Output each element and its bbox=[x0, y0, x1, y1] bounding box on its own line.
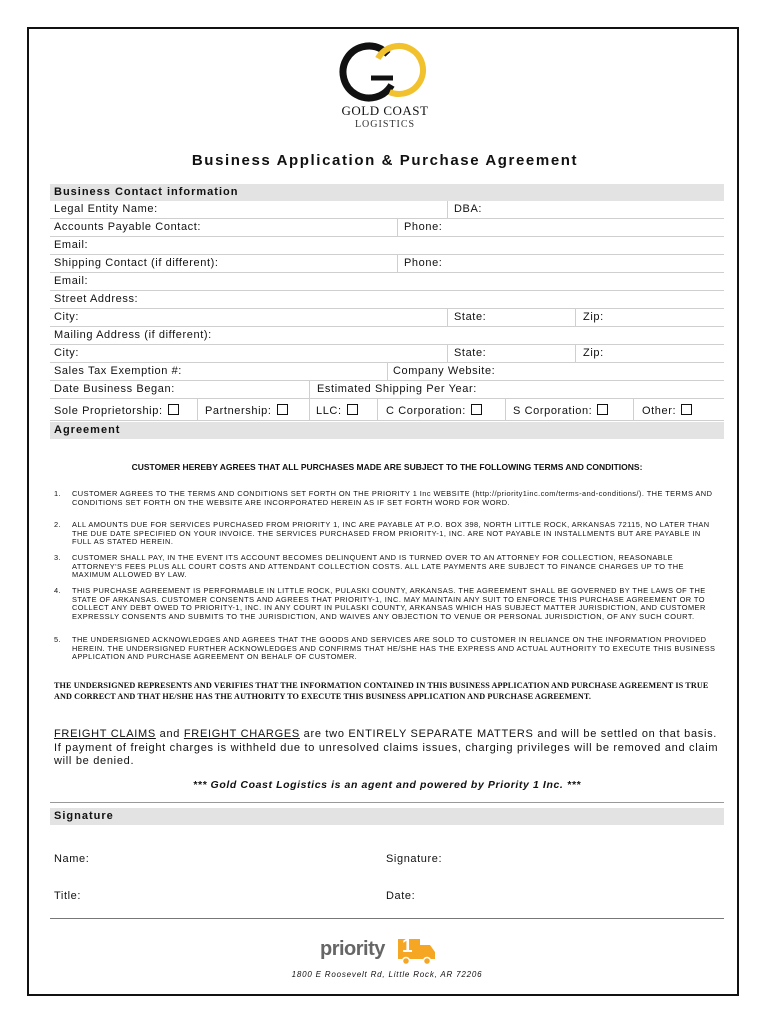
s-corp-checkbox[interactable] bbox=[597, 404, 608, 415]
city-field-1[interactable]: City: bbox=[54, 311, 79, 323]
state-field-1[interactable]: State: bbox=[454, 311, 487, 323]
term-2: 2. ALL AMOUNTS DUE FOR SERVICES PURCHASED FROM PRIORITY 1, INC ARE PAYABLE AT P.O. BOX 398, NORTH LITTLE ROCK, ARKANSAS 72115, NO LATER THAN THE DUE DATE SPECIFIED ON YOUR INVOICE. THE SERVICES PURCHASED FROM PRIORITY-1, INC. ARE NOT PAYABLE IN INSTALLMENTS BUT ARE PAYABLE IN FULL AS STATED HEREIN. bbox=[54, 520, 710, 547]
llc-checkbox[interactable] bbox=[347, 404, 358, 415]
mailing-address-field[interactable]: Mailing Address (if different): bbox=[54, 329, 212, 341]
footer-address: 1800 E Roosevelt Rd, Little Rock, AR 72206 bbox=[291, 970, 483, 979]
est-shipping-field[interactable]: Estimated Shipping Per Year: bbox=[317, 383, 477, 395]
agent-note: *** Gold Coast Logistics is an agent and powered by Priority 1 Inc. *** bbox=[192, 779, 581, 791]
c-corp-option[interactable]: C Corporation: bbox=[386, 404, 482, 417]
shipping-contact-field[interactable]: Shipping Contact (if different): bbox=[54, 257, 219, 269]
signature-section-header: Signature bbox=[50, 808, 724, 825]
phone-field-2[interactable]: Phone: bbox=[404, 257, 443, 269]
zip-field-1[interactable]: Zip: bbox=[583, 311, 604, 323]
legal-entity-field[interactable]: Legal Entity Name: bbox=[54, 203, 158, 215]
freight-charges-text: FREIGHT CHARGES bbox=[183, 728, 300, 740]
phone-field-1[interactable]: Phone: bbox=[404, 221, 443, 233]
term-4: 4. THIS PURCHASE AGREEMENT IS PERFORMABLE IN LITTLE ROCK, PULASKI COUNTY, ARKANSAS. THE AGREEMENT SHALL BE GOVERNED BY THE LAWS OF THE STATE OF ARKANSAS. CUSTOMER CONSENTS AND AGREES THAT PRIORITY-1, INC. MAY MAINTAIN ANY SUIT TO ENFORCE THIS PURCHASE AGREEMENT OR TO COLLECT ANY DEBT OWED TO PRIORITY-1, INC. IN ANY COURT IN PULASKI COUNTY, ARKANSAS WHICH HAS SUBJECT MATTER JURISDICTION, AND CUSTOMER EXPRESSLY CONSENTS AND SUBMITS TO THE JURISDICTION, AND WAIVES ANY OBJECTION TO VENUE OR PERSONAL JURISDICTION, OF ANY SUCH COURT. bbox=[54, 586, 706, 621]
city-field-2[interactable]: City: bbox=[54, 347, 79, 359]
priority-logo-text: priority bbox=[320, 938, 385, 960]
partnership-checkbox[interactable] bbox=[277, 404, 288, 415]
row-sales-tax bbox=[50, 363, 724, 381]
s-corp-option[interactable]: S Corporation: bbox=[513, 404, 608, 417]
term-1: 1. CUSTOMER AGREES TO THE TERMS AND CONDITIONS SET FORTH ON THE PRIORITY 1 Inc WEBSITE (http://priority1inc.com/terms-and-conditions/). THE TERMS AND CONDITIONS SET FORTH ON THE WEBSITE ARE INCORPORATED HEREIN AS IF SET FORTH WORD FOR WORD. bbox=[54, 489, 713, 507]
title-field[interactable]: Title: bbox=[54, 890, 82, 902]
freight-notice: FREIGHT CLAIMS and FREIGHT CHARGES are two ENTIRELY SEPARATE MATTERS and will be settled on that basis. If payment of freight charges is withheld due to unresolved claims issues, charging privileges will be removed and claim will be denied. bbox=[54, 728, 719, 767]
row-entity-type bbox=[50, 399, 724, 421]
email-field-2[interactable]: Email: bbox=[54, 275, 89, 287]
signature-field[interactable]: Signature: bbox=[386, 853, 443, 865]
certification-statement: THE UNDERSIGNED REPRESENTS AND VERIFIES THAT THE INFORMATION CONTAINED IN THIS BUSINESS APPLICATION AND PURCHASE AGREEMENT IS TRUE AND CORRECT AND THAT HE/SHE HAS THE AUTHORITY TO EXECUTE THIS BUSINESS APPLICATION AND PURCHASE AGREEMENT. bbox=[54, 681, 709, 701]
other-option[interactable]: Other: bbox=[642, 404, 692, 417]
website-field[interactable]: Company Website: bbox=[393, 365, 496, 377]
row-ap-contact bbox=[50, 219, 724, 237]
dba-field[interactable]: DBA: bbox=[454, 203, 483, 215]
row-date-began bbox=[50, 381, 724, 399]
sales-tax-field[interactable]: Sales Tax Exemption #: bbox=[54, 365, 182, 377]
brand-subtitle: LOGISTICS bbox=[354, 119, 416, 130]
ap-contact-field[interactable]: Accounts Payable Contact: bbox=[54, 221, 202, 233]
name-field[interactable]: Name: bbox=[54, 853, 90, 865]
street-address-field[interactable]: Street Address: bbox=[54, 293, 139, 305]
c-corp-checkbox[interactable] bbox=[471, 404, 482, 415]
other-checkbox[interactable] bbox=[681, 404, 692, 415]
priority-logo-number: 1 bbox=[402, 936, 413, 957]
sole-prop-option[interactable]: Sole Proprietorship: bbox=[54, 404, 179, 417]
contact-section-header: Business Contact information bbox=[50, 184, 724, 201]
email-field-1[interactable]: Email: bbox=[54, 239, 89, 251]
agreement-section-header: Agreement bbox=[50, 422, 724, 439]
partnership-option[interactable]: Partnership: bbox=[205, 404, 288, 417]
term-5: 5. THE UNDERSIGNED ACKNOWLEDGES AND AGREES THAT THE GOODS AND SERVICES ARE SOLD TO CUSTOMER IN RELIANCE ON THE INFORMATION PROVIDED HEREIN. THE UNDERSIGNED FURTHER ACKNOWLEDGES AND CONFIRMS THAT HE/SHE HAS THE EXPRESS AND ACTUAL AUTHORITY TO EXECUTE THIS BUSINESS APPLICATION AND PURCHASE AGREEMENT ON BEHALF OF CUSTOMER. bbox=[54, 635, 716, 662]
zip-field-2[interactable]: Zip: bbox=[583, 347, 604, 359]
agreement-intro: CUSTOMER HEREBY AGREES THAT ALL PURCHASES MADE ARE SUBJECT TO THE FOLLOWING TERMS AND CONDITIONS: bbox=[131, 462, 643, 472]
row-shipping-contact bbox=[50, 255, 724, 273]
llc-option[interactable]: LLC: bbox=[316, 404, 358, 417]
footer-divider bbox=[50, 918, 724, 919]
row-city-1 bbox=[50, 309, 724, 327]
row-street bbox=[50, 291, 724, 309]
row-mailing bbox=[50, 327, 724, 345]
sole-prop-checkbox[interactable] bbox=[168, 404, 179, 415]
row-email-2 bbox=[50, 273, 724, 291]
row-email-1 bbox=[50, 237, 724, 255]
date-began-field[interactable]: Date Business Began: bbox=[54, 383, 175, 395]
freight-claims-text: FREIGHT CLAIMS bbox=[54, 728, 156, 740]
term-3: 3. CUSTOMER SHALL PAY, IN THE EVENT ITS ACCOUNT BECOMES DELINQUENT AND IS TURNED OVER TO AN ATTORNEY FOR COLLECTION, REASONABLE ATTORNEY'S FEES PLUS ALL COURT COSTS AND ATTENDANT COLLECTION COSTS. ALL LATE PAYMENTS ARE SUBJECT TO FINANCE CHARGES UP TO THE MAXIMUM ALLOWED BY LAW. bbox=[54, 553, 684, 580]
brand-name: GOLD COAST bbox=[341, 103, 429, 118]
state-field-2[interactable]: State: bbox=[454, 347, 487, 359]
divider bbox=[50, 802, 724, 803]
page-title: Business Application & Purchase Agreement bbox=[191, 152, 579, 169]
date-field[interactable]: Date: bbox=[386, 890, 416, 902]
priority1-logo bbox=[320, 936, 440, 966]
row-legal-entity bbox=[50, 201, 724, 219]
row-city-2 bbox=[50, 345, 724, 363]
